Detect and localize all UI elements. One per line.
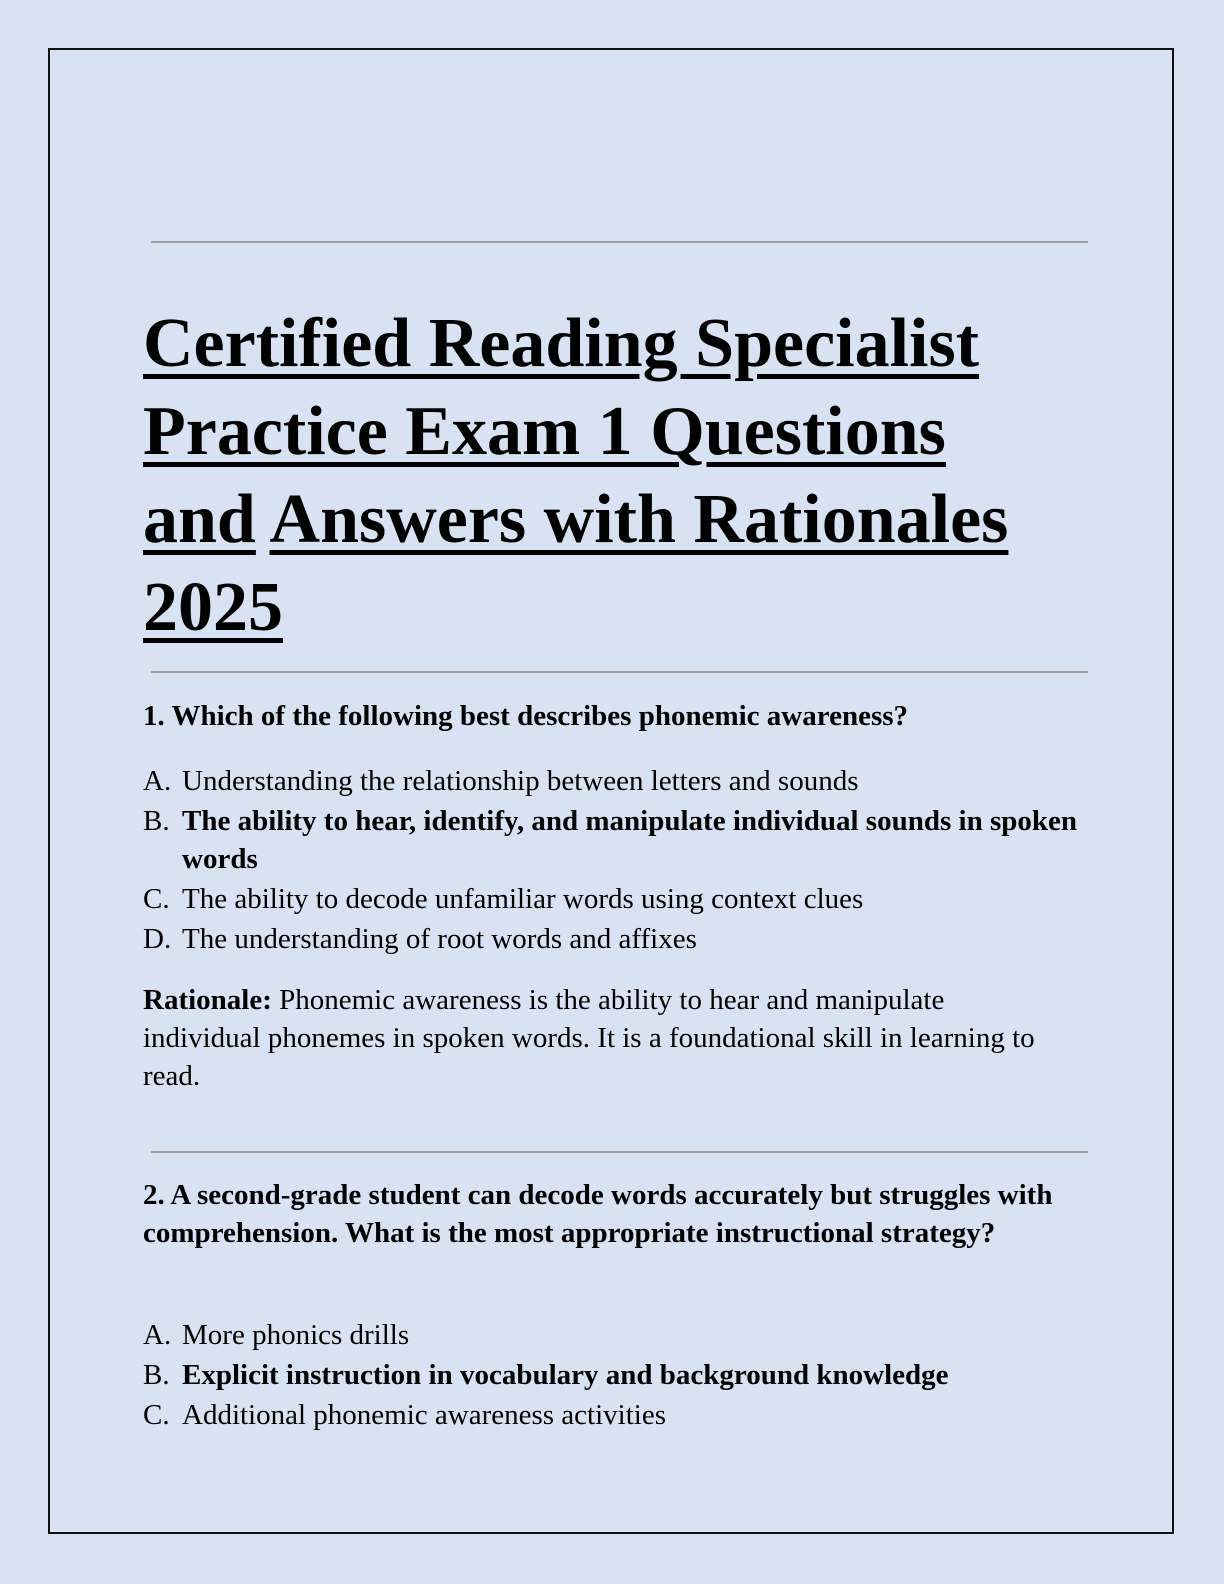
option-text-correct: Explicit instruction in vocabulary and background knowledge [182,1359,949,1391]
option-letter: C. [143,883,170,915]
option-letter: A. [143,1319,172,1351]
question-2-option-a [143,1316,1093,1354]
question-1-option-d [143,920,1093,958]
option-text: Understanding the relationship between letters and sounds [182,765,859,797]
title-line-3b: Answers with Rationales [269,481,1009,558]
option-text-correct: The ability to hear, identify, and manipulate individual sounds in spoken words [182,805,1077,875]
question-2-option-c [143,1396,1093,1434]
divider-top [151,241,1088,243]
question-1-options [143,762,1093,960]
option-letter: A. [143,765,172,797]
option-letter: B. [143,805,170,837]
question-1-option-a [143,762,1093,800]
option-text: The understanding of root words and affixes [182,923,697,955]
option-letter: C. [143,1399,170,1431]
option-text: More phonics drills [182,1319,410,1351]
title-line-1: Certified Reading Specialist [143,305,980,382]
question-2-options [143,1316,1093,1436]
question-1-option-b [143,802,1093,878]
option-letter: B. [143,1359,170,1391]
rationale-text: Phonemic awareness is the ability to hear and manipulate individual phonemes in spoken words. It is a foundational skill in learning to read. [143,984,1035,1092]
title-line-3a: and [143,481,256,558]
option-text: Additional phonemic awareness activities [182,1399,666,1431]
document-title [143,300,1103,652]
option-text: The ability to decode unfamiliar words using context clues [182,883,864,915]
title-line-2: Practice Exam 1 Questions [143,393,946,470]
question-2-prompt: 2. A second-grade student can decode words accurately but struggles with comprehension. What is the most appropriate instructional strategy? [143,1179,1053,1249]
divider-after-title [151,671,1088,673]
rationale-label: Rationale: [143,984,272,1016]
option-letter: D. [143,923,172,955]
question-2-option-b [143,1356,1093,1394]
question-1-option-c [143,880,1093,918]
divider-after-question-1 [151,1151,1088,1153]
title-line-4: 2025 [143,569,283,646]
question-1-prompt: 1. Which of the following best describes phonemic awareness? [143,700,909,732]
question-1-rationale [143,981,1043,1095]
